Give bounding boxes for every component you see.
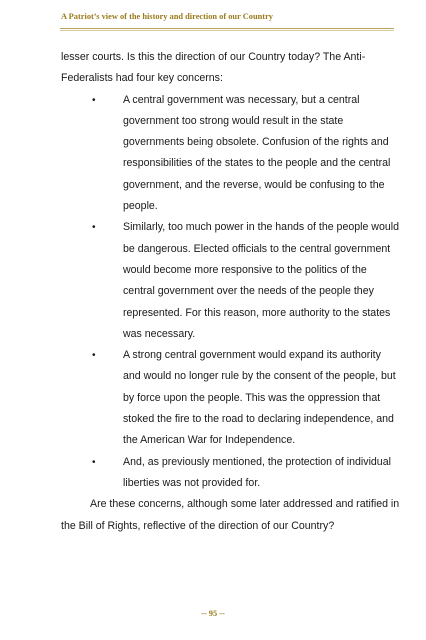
list-item <box>61 217 401 345</box>
bullet-icon: • <box>92 94 96 106</box>
list-item <box>61 90 401 218</box>
intro-paragraph: lesser courts. Is this the direction of our Country today? The Anti-Federalists had four key concerns: <box>61 51 366 85</box>
body-text <box>61 47 401 537</box>
list-item-text: Similarly, too much power in the hands of the people would be dangerous. Elected officials to the central government would become more responsive to the politics of the central government over the needs of the people they represented. For this reason, more authority to the states was necessary. <box>123 221 399 340</box>
running-header: A Patriot’s view of the history and direction of our Country <box>61 12 273 21</box>
bullet-icon: • <box>92 222 96 234</box>
header-rule-secondary <box>60 30 394 31</box>
list-item-text: A strong central government would expand its authority and would no longer rule by the consent of the people, but by force upon the people. This was the oppression that stoked the fire to the road to declaring independence, and the American War for Independence. <box>123 349 396 447</box>
bullet-icon: • <box>92 456 96 468</box>
page-number: -- 95 -- <box>201 609 225 618</box>
list-item-text: A central government was necessary, but a central government too strong would result in the state governments being obsolete. Confusion of the rights and responsibilities of the states to the people and the central government, and the reverse, would be confusing to the people. <box>123 93 391 213</box>
list-item-text: And, as previously mentioned, the protection of individual liberties was not provided for. <box>123 455 391 489</box>
list-item <box>61 345 401 451</box>
closing-paragraph: Are these concerns, although some later addressed and ratified in the Bill of Rights, reflective of the direction of our Country? <box>61 498 400 532</box>
list-item <box>61 452 401 495</box>
header-rule <box>60 28 394 29</box>
concerns-list <box>61 90 401 495</box>
bullet-icon: • <box>92 350 96 362</box>
